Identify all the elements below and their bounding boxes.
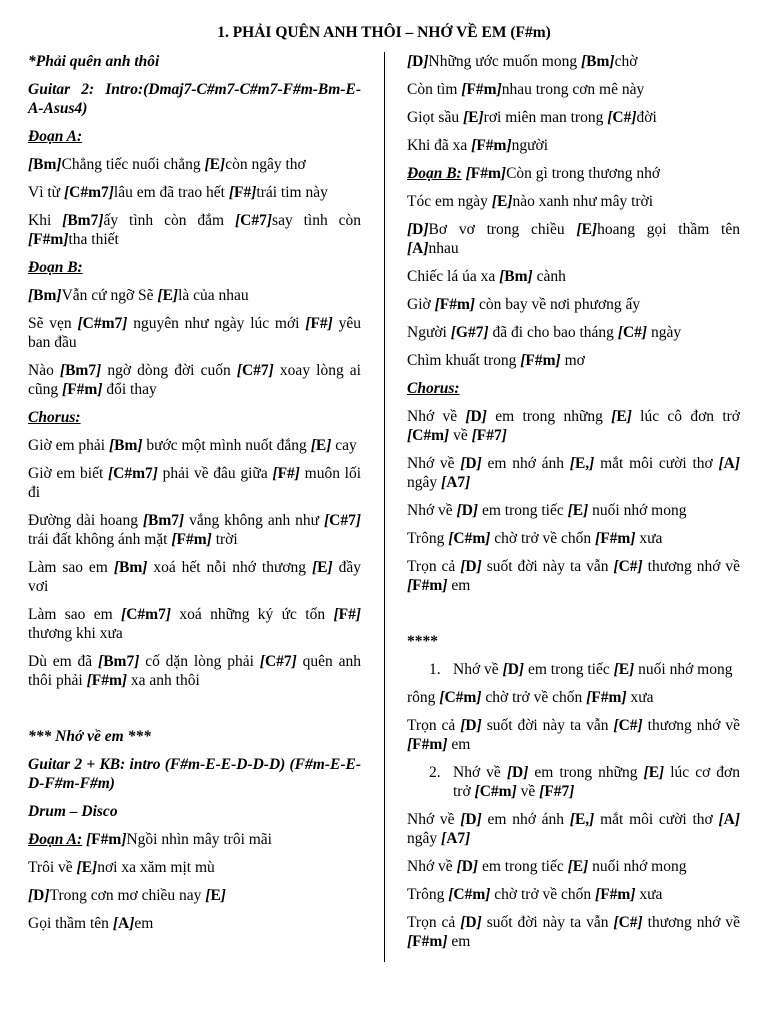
section-line	[407, 164, 740, 183]
chord: [F#7]	[539, 783, 575, 800]
chord: [F#m]	[86, 672, 128, 689]
chord: [F#]	[272, 465, 300, 482]
list-number: 2.	[429, 764, 441, 781]
lyric-line: Vì từ [C#m7]lâu em đã trao hết [F#]trái tim này	[28, 184, 328, 201]
lyric-text: Nhớ về [D] em trong tiếc [E] nuối nhớ mong	[453, 661, 733, 678]
spacer	[407, 604, 740, 632]
chord: [F#]	[305, 315, 333, 332]
lyric-line: Chiếc lá úa xa [Bm] cành	[407, 268, 566, 285]
chord: [C#]	[613, 717, 643, 734]
lyric-line: Khi [Bm7]ấy tình còn đắm [C#7]say tình còn [F#m]tha thiết	[28, 212, 362, 248]
lyric-line: Nhớ về [D] em trong tiếc [E] nuối nhớ mong	[407, 858, 687, 875]
numbered-lyric-line	[407, 763, 740, 801]
lyric-line: Giờ [F#m] còn bay về nơi phương ấy	[407, 296, 641, 313]
lyric-line: [D]Những ước muốn mong [Bm]chờ	[407, 53, 638, 70]
lyric-line: Giờ em phải [Bm] bước một mình nuốt đắng [E] cay	[28, 437, 357, 454]
chord: [C#]	[613, 914, 643, 931]
chord: [Bm]	[580, 53, 615, 70]
chord: [E,]	[569, 811, 595, 828]
section-heading: Guitar 2: Intro:(Dmaj7-C#m7-C#m7-F#m-Bm-E-A-Asus4)	[28, 81, 361, 117]
chord: [F#]	[228, 184, 257, 201]
chord: [F#m]	[407, 577, 448, 594]
chord: [F#m]	[62, 381, 103, 398]
chord: [E]	[311, 559, 333, 576]
chord: [C#m7]	[77, 315, 128, 332]
lyric-line: Làm sao em [Bm] xoá hết nỗi nhớ thương [E] đầy vơi	[28, 559, 361, 595]
lyric-line: [Bm]Chẳng tiếc nuối chẳng [E]còn ngây thơ	[28, 156, 306, 173]
lyric-line: [D]Bơ vơ trong chiều [E]hoang gọi thầm tên [A]nhau	[407, 221, 740, 257]
section-label: Đoạn A:	[28, 831, 83, 848]
section-label: Chorus:	[28, 409, 81, 426]
lyric-line: Nào [Bm7] ngờ dòng đời cuốn [C#7] xoay lòng ai cũng [F#m] đổi thay	[28, 362, 361, 398]
chord: [Bm7]	[142, 512, 185, 529]
chord: [D]	[460, 811, 482, 828]
chord: [C#m7]	[63, 184, 114, 201]
separator-mark: ****	[407, 633, 438, 650]
chord: [F#m]	[171, 531, 212, 548]
list-number: 1.	[429, 661, 441, 678]
lyric-line: Nhớ về [D] em nhớ ánh [E,] mắt môi cười thơ [A] ngây [A7]	[407, 811, 740, 847]
chord: [E]	[613, 661, 635, 678]
chord: [D]	[506, 764, 529, 781]
lyric-line: Người [G#7] đã đi cho bao tháng [C#] ngày	[407, 324, 682, 341]
chord: [F#]	[333, 606, 361, 623]
numbered-lyric-line	[407, 660, 740, 679]
chord: [E]	[205, 887, 226, 904]
chord: [E]	[491, 193, 513, 210]
chord: [C#m]	[448, 530, 491, 547]
chord: [C#m]	[439, 689, 482, 706]
chord: [F#m]	[520, 352, 561, 369]
chord: [C#7]	[234, 212, 273, 229]
chord: [E]	[567, 502, 589, 519]
chord: [A]	[718, 811, 740, 828]
section-heading: *Phải quên anh thôi	[28, 53, 160, 70]
chord: [C#7]	[323, 512, 361, 529]
chord: [E]	[310, 437, 332, 454]
chord: [D]	[460, 717, 482, 734]
chord: [E]	[576, 221, 598, 238]
section-heading: *** Nhớ về em ***	[28, 728, 151, 745]
chord: [E]	[204, 156, 226, 173]
chord: [C#m]	[407, 427, 450, 444]
chord: [D]	[465, 408, 487, 425]
lyric-line: Trôi về [E]nơi xa xăm mịt mù	[28, 859, 215, 876]
lyric-text: Nhớ về [D] em trong những [E] lúc cơ đơn trở [C#m] về [F#7]	[453, 764, 740, 800]
chord: [D]	[460, 455, 482, 472]
lyric-line: Sẽ vẹn [C#m7] nguyên như ngày lúc mới [F#] yêu ban đầu	[28, 315, 361, 351]
chord: [D]	[460, 558, 482, 575]
chord: [A7]	[441, 474, 471, 491]
chord: [F#m]	[434, 296, 476, 313]
chord: [C#m7]	[121, 606, 171, 623]
chord: [C#m]	[448, 886, 491, 903]
lyric-line: Gọi thầm tên [A]em	[28, 915, 154, 932]
section-label: Đoạn A:	[28, 128, 83, 145]
chord: [C#m7]	[107, 465, 158, 482]
spacer	[28, 699, 361, 727]
chord: [F#m]	[86, 831, 127, 848]
lyric-line: Giờ em biết [C#m7] phải về đâu giữa [F#] muôn lối đi	[28, 465, 362, 501]
lyric-text: [F#m]Ngồi nhìn mây trôi mãi	[86, 831, 272, 848]
chord: [C#7]	[236, 362, 274, 379]
lyric-line: Chìm khuất trong [F#m] mơ	[407, 352, 585, 369]
right-column	[407, 52, 740, 960]
song-title: 1. PHẢI QUÊN ANH THÔI – NHỚ VỀ EM (F#m)	[217, 24, 551, 41]
chord: [D]	[407, 53, 429, 70]
chord: [F#m]	[595, 886, 636, 903]
chord: [D]	[28, 887, 50, 904]
lyric-line: Trọn cả [D] suốt đời này ta vẫn [C#] thương nhớ về [F#m] em	[407, 717, 740, 753]
chord: [F#m]	[28, 231, 69, 248]
chord: [C#]	[613, 558, 643, 575]
chord: [E]	[76, 859, 98, 876]
section-line	[28, 830, 361, 849]
lyric-line: rông [C#m] chờ trở về chốn [F#m] xưa	[407, 689, 654, 706]
lyric-line: Tóc em ngày [E]nào xanh như mây trời	[407, 193, 654, 210]
lyric-line: Trọn cả [D] suốt đời này ta vẫn [C#] thương nhớ về [F#m] em	[407, 558, 740, 594]
lyric-line: Dù em đã [Bm7] cố dặn lòng phải [C#7] quên anh thôi phải [F#m] xa anh thôi	[28, 653, 361, 689]
chord: [D]	[407, 221, 429, 238]
column-divider	[384, 52, 385, 962]
chord: [C#7]	[259, 653, 297, 670]
chord: [F#7]	[471, 427, 507, 444]
chord: [E]	[643, 764, 665, 781]
chord: [G#7]	[450, 324, 489, 341]
lyric-line: Khi đã xa [F#m]người	[407, 137, 549, 154]
chord: [F#m]	[595, 530, 636, 547]
chord: [F#m]	[465, 165, 507, 182]
lyric-line: Trọn cả [D] suốt đời này ta vẫn [C#] thương nhớ về [F#m] em	[407, 914, 740, 950]
lyric-line: [D]Trong cơn mơ chiều nay [E]	[28, 887, 226, 904]
lyric-text: [F#m]Còn gì trong thương nhớ	[465, 165, 661, 182]
chord: [A]	[407, 240, 429, 257]
chord: [C#]	[617, 324, 648, 341]
lyric-line: [Bm]Vẫn cứ ngỡ Sẽ [E]là của nhau	[28, 287, 249, 304]
chord: [F#m]	[407, 736, 448, 753]
chord: [A7]	[441, 830, 471, 847]
chord: [Bm]	[28, 287, 62, 304]
section-heading: Guitar 2 + KB: intro (F#m-E-E-D-D-D) (F#m-E-E-D-F#m-F#m)	[28, 756, 361, 792]
chord: [Bm7]	[59, 362, 102, 379]
lyric-line: Còn tìm [F#m]nhau trong cơn mê này	[407, 81, 645, 98]
chord: [E]	[611, 408, 632, 425]
lyric-line: Nhớ về [D] em trong những [E] lúc cô đơn trở [C#m] về [F#7]	[407, 408, 740, 444]
chord: [D]	[502, 661, 525, 678]
section-heading: Drum – Disco	[28, 803, 118, 820]
chord: [E,]	[569, 455, 595, 472]
chord: [D]	[456, 858, 479, 875]
lyric-line: Nhớ về [D] em trong tiếc [E] nuối nhớ mong	[407, 502, 687, 519]
chord: [F#m]	[586, 689, 627, 706]
chord: [E]	[567, 858, 589, 875]
lyric-line: Trông [C#m] chờ trở về chốn [F#m] xưa	[407, 886, 663, 903]
chord: [Bm]	[108, 437, 143, 454]
chord: [Bm]	[28, 156, 62, 173]
chord: [Bm]	[499, 268, 533, 285]
chord: [D]	[460, 914, 482, 931]
section-label: Đoạn B:	[28, 259, 83, 276]
chord: [C#]	[607, 109, 637, 126]
chord: [Bm]	[113, 559, 148, 576]
lyric-line: Trông [C#m] chờ trở về chốn [F#m] xưa	[407, 530, 663, 547]
section-label: Chorus:	[407, 380, 460, 397]
lyric-line: Đường dài hoang [Bm7] vắng không anh như [C#7] trái đất không ánh mặt [F#m] trời	[28, 512, 361, 548]
lyric-line: Giọt sầu [E]rơi miên man trong [C#]đời	[407, 109, 657, 126]
chord: [Bm7]	[62, 212, 104, 229]
chord: [A]	[112, 915, 135, 932]
left-column	[28, 52, 361, 942]
chord: [C#m]	[474, 783, 517, 800]
chord: [Bm7]	[98, 653, 140, 670]
chord: [F#m]	[407, 933, 448, 950]
chord: [E]	[157, 287, 179, 304]
lyric-line: Nhớ về [D] em nhớ ánh [E,] mắt môi cười thơ [A] ngây [A7]	[407, 455, 740, 491]
chord: [F#m]	[461, 81, 502, 98]
chord: [D]	[456, 502, 479, 519]
chord: [A]	[718, 455, 740, 472]
chord: [E]	[462, 109, 484, 126]
section-label: Đoạn B:	[407, 165, 462, 182]
lyric-line: Làm sao em [C#m7] xoá những ký ức tốn [F#] thương khi xưa	[28, 606, 361, 642]
chord: [F#m]	[471, 137, 512, 154]
